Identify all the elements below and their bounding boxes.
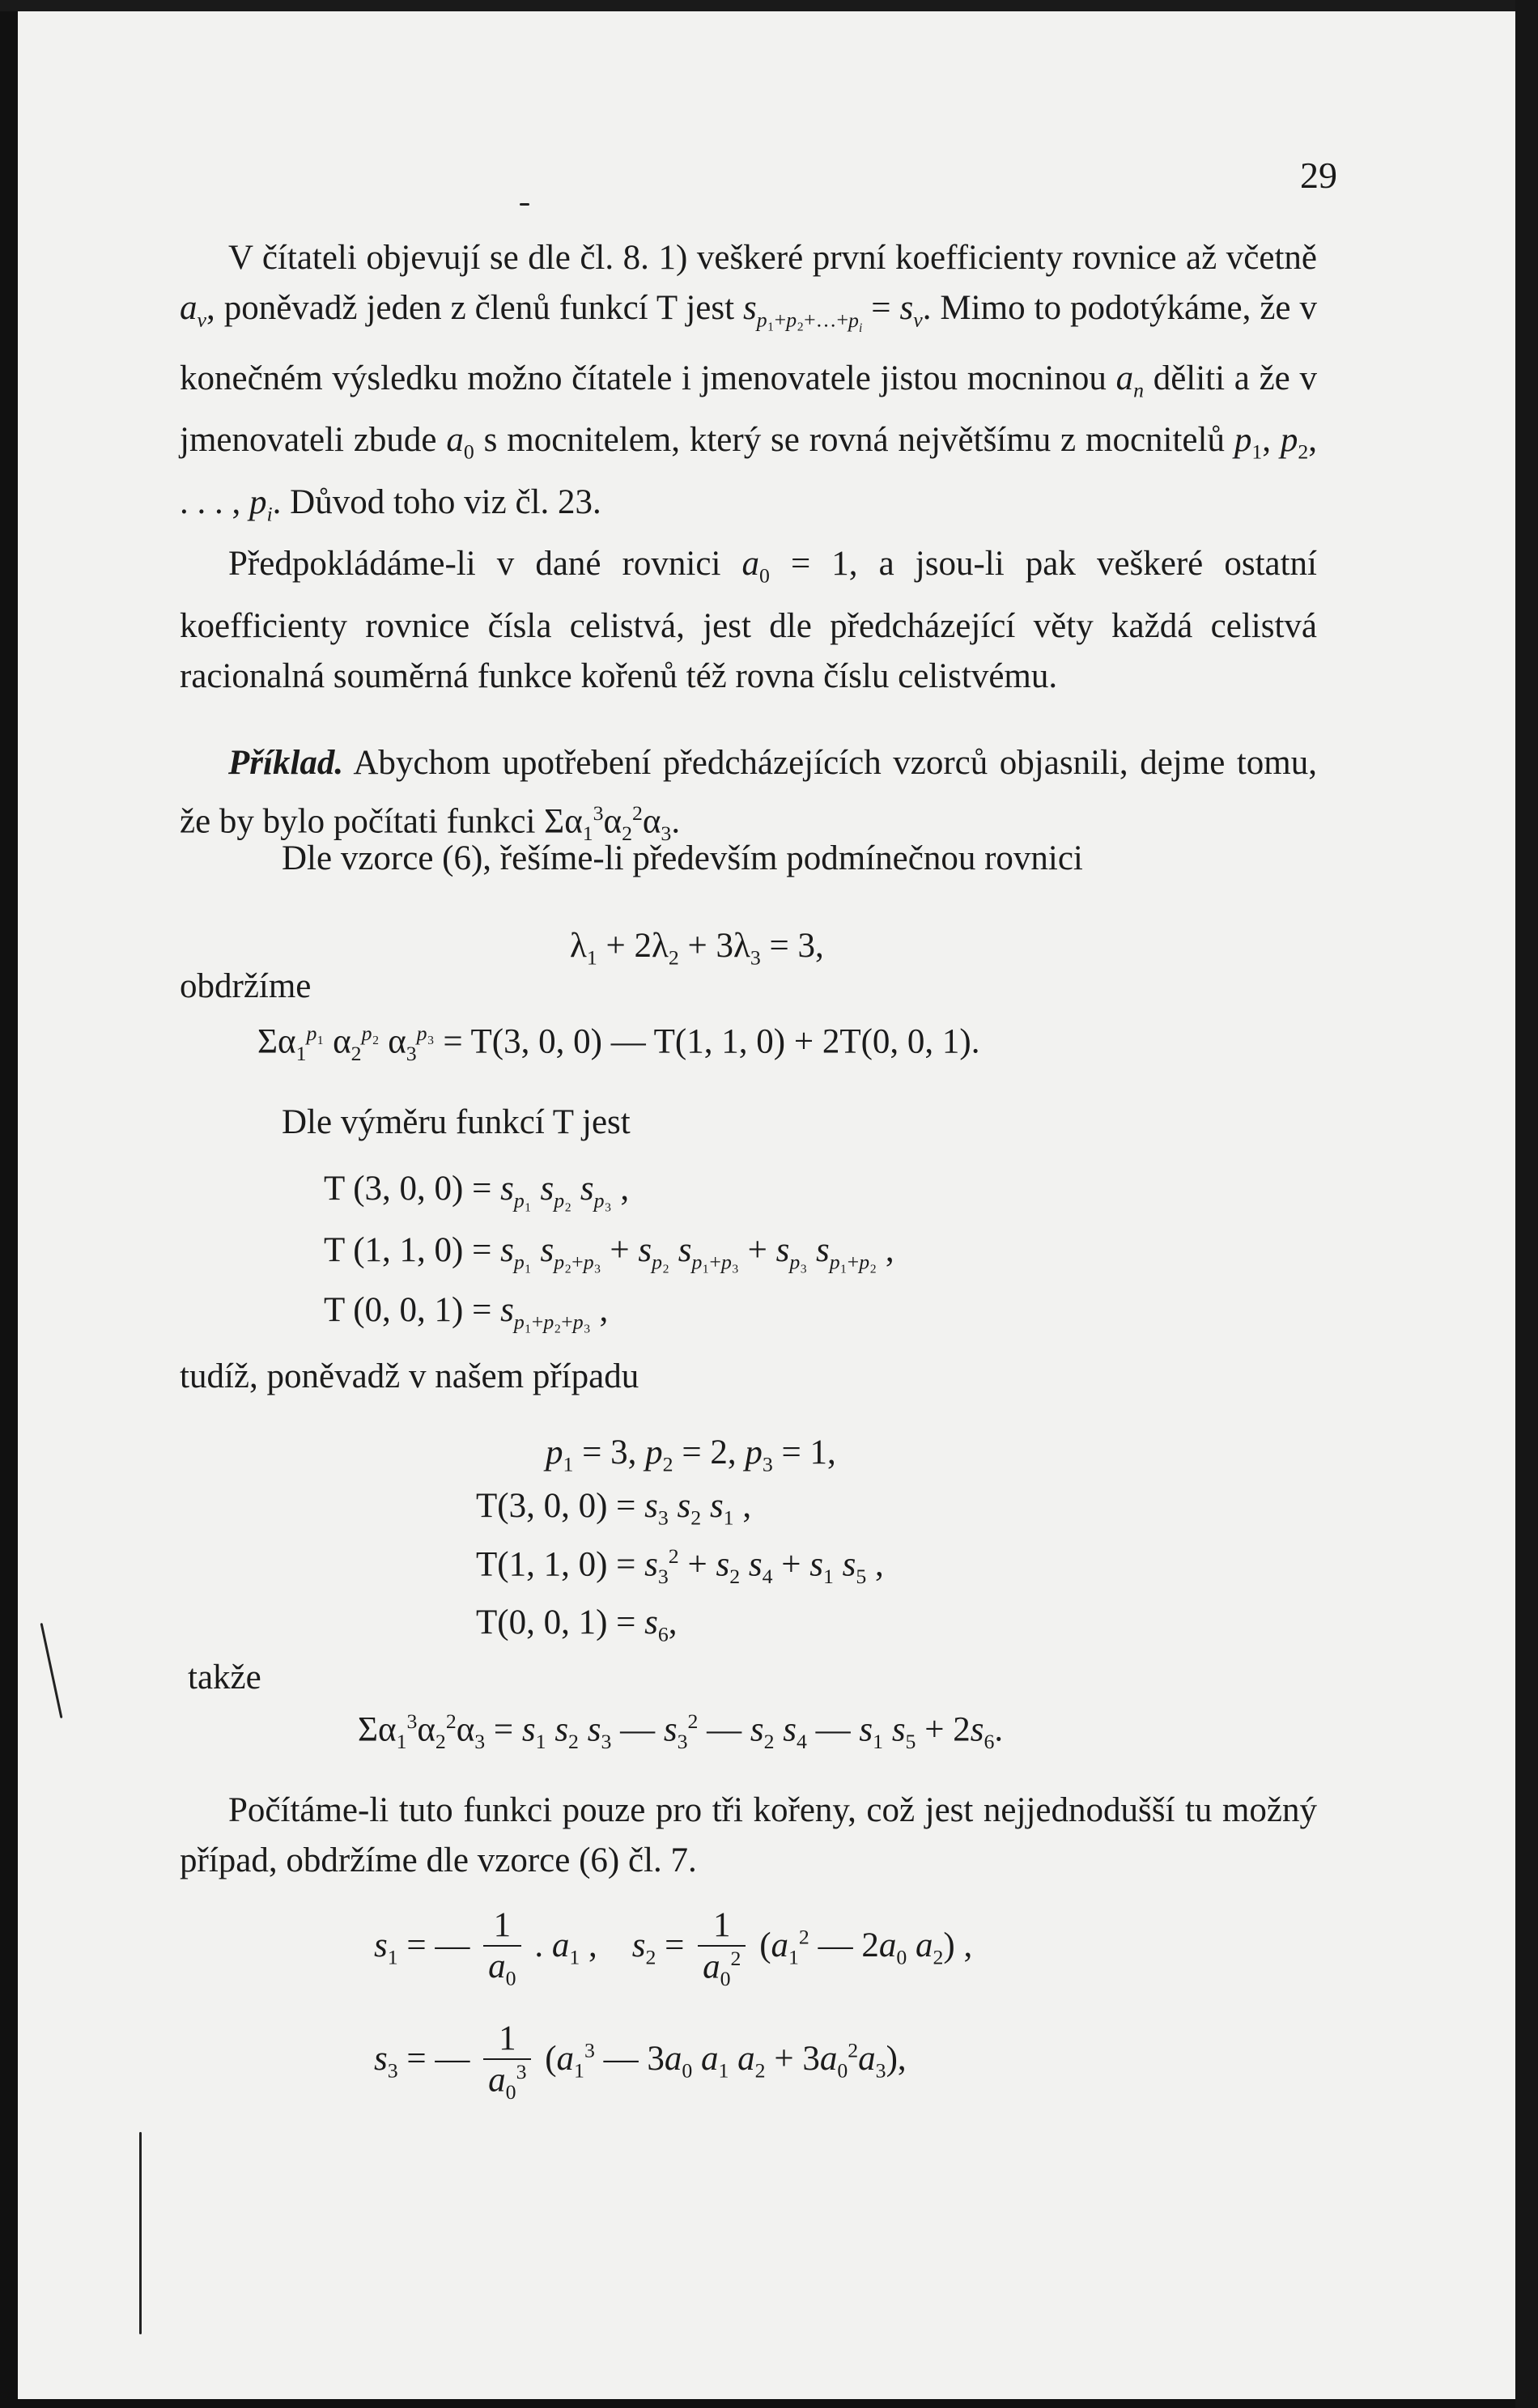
fraction-1-over-a0: $\frac{1}{a_0}$ [483, 1905, 520, 1991]
equation-sum-power: $\Sigma\alpha_1^{p_1}$ $\alpha_2^{p_2}$ $\alpha_3^{p_3} = T(3$, 0, 0) — T(1, 1, 0) + 2T(0, 0, 1). [257, 1021, 980, 1065]
paragraph-3-text: Příklad. Abychom upotřebení předcházejících vzorců objasnili, dejme tomu, že by bylo počítati funkci $\Sigma\alpha_1^3\alpha_2^2\alpha_3$. [180, 744, 1317, 845]
equation-lambda: $\lambda_1 + 2\lambda_2 + 3\lambda_3 = 3$, [570, 927, 824, 970]
paragraph-7-text: Počítáme-li tuto funkci pouze pro tři kořeny, což jest nejjednodušší tu možný případ, obdržíme dle vzorce (6) čl. 7. [180, 1791, 1317, 1879]
equation-s1-s2: $s_1$ = — $\frac{1}{a_0}$ . $a_1$ , $s_2$ = $\frac{1}{a_0^2}$ ($a_1^2$ — $2a_0$ $a_2$) , [374, 1906, 973, 1990]
fraction-1-over-a0-cubed: $\frac{1}{a_0^3}$ [483, 2019, 531, 2104]
equation-T001: T (0, 0, $1) = s_{p_1+p_2+p_3}$ , [324, 1291, 609, 1334]
paragraph-2-text: Předpokládáme-li v dané rovnici $a_0 = 1$, a jsou-li pak veškeré ostatní koefficienty rovnice čísla celistvá, jest dle předcházející věty každá celistvá racionalná souměrná funkce kořenů též rovna číslu celistvému. [180, 545, 1317, 695]
label-obdrzime: obdržíme [180, 967, 312, 1005]
equation-T300: T (3, 0, $0) = s_{p_1}$ $s_{p_2}$ $s_{p_3}$ , [324, 1170, 630, 1212]
scan-mark [520, 203, 529, 206]
paragraph-1 [180, 233, 1317, 540]
paragraph-6: tudíž, poněvadž v našem případu [180, 1357, 639, 1395]
book-page [18, 11, 1515, 2399]
paragraph-1-text: V čítateli objevují se dle čl. 8. 1) veškeré první koefficienty rovnice až včetně $a_v$, poněvadž jeden z členů funkcí T jest $s_{p_1+p_2+\dots+p_i} = s_v$. Mimo to podotýkáme, že v konečném výsledku možno čítatele i jmenovatele jistou mocninou $a_n$ děliti a že v jmenovateli zbude $a_0$ s mocnitelem, který se rovná největšímu z mocnitelů $p_1$, $p_2$, . . . , $p_i$. Důvod toho viz čl. 23. [180, 239, 1317, 526]
equation-T001-s: T(0, 0, $1) = s_6$, [476, 1603, 678, 1646]
equation-s3: $s_3$ = — $\frac{1}{a_0^3}$ ($a_1^3$ — $3a_0$ $a_1$ $a_2 + 3a_0^2a_3$), [374, 2019, 907, 2104]
scan-mark [139, 2132, 142, 2334]
scan-mark [40, 1623, 63, 1718]
equation-T110: T (1, 1, $0) = s_{p_1}$ $s_{p_2+p_3} + s_{p_2}$ $s_{p_1+p_3} + s_{p_3}$ $s_{p_1+p_2}$ , [324, 1231, 894, 1274]
equation-T110-s: T(1, 1, $0) = s_3^2 + s_2$ $s_4 + s_1$ $s_5$ , [476, 1544, 884, 1588]
equation-T300-s: T(3, 0, $0) = s_3$ $s_2$ $s_1$ , [476, 1487, 752, 1530]
paragraph-5: Dle výměru funkcí T jest [282, 1103, 631, 1141]
equation-p-values: $p_1 = 3$, $p_2 = 2$, $p_3 = 1$, [546, 1433, 836, 1476]
equation-final-sum: $\Sigma\alpha_1^3\alpha_2^2\alpha_3 = s_1$ $s_2$ $s_3$ — $s_3^2$ — $s_2$ $s_4$ — $s_1$ $s_5 + 2s_6$. [358, 1709, 1004, 1753]
fraction-1-over-a0-squared: $\frac{1}{a_0^2}$ [698, 1905, 746, 1991]
page-number: 29 [1300, 155, 1337, 196]
paragraph-2 [180, 539, 1317, 702]
scan-right-edge [1515, 0, 1538, 2408]
label-takze: takže [188, 1658, 261, 1697]
paragraph-7 [180, 1786, 1317, 1886]
example-label: Příklad. [228, 744, 344, 782]
paragraph-4: Dle vzorce (6), řešíme-li především podmínečnou rovnici [282, 839, 1083, 877]
scan-top-edge [0, 0, 1538, 11]
